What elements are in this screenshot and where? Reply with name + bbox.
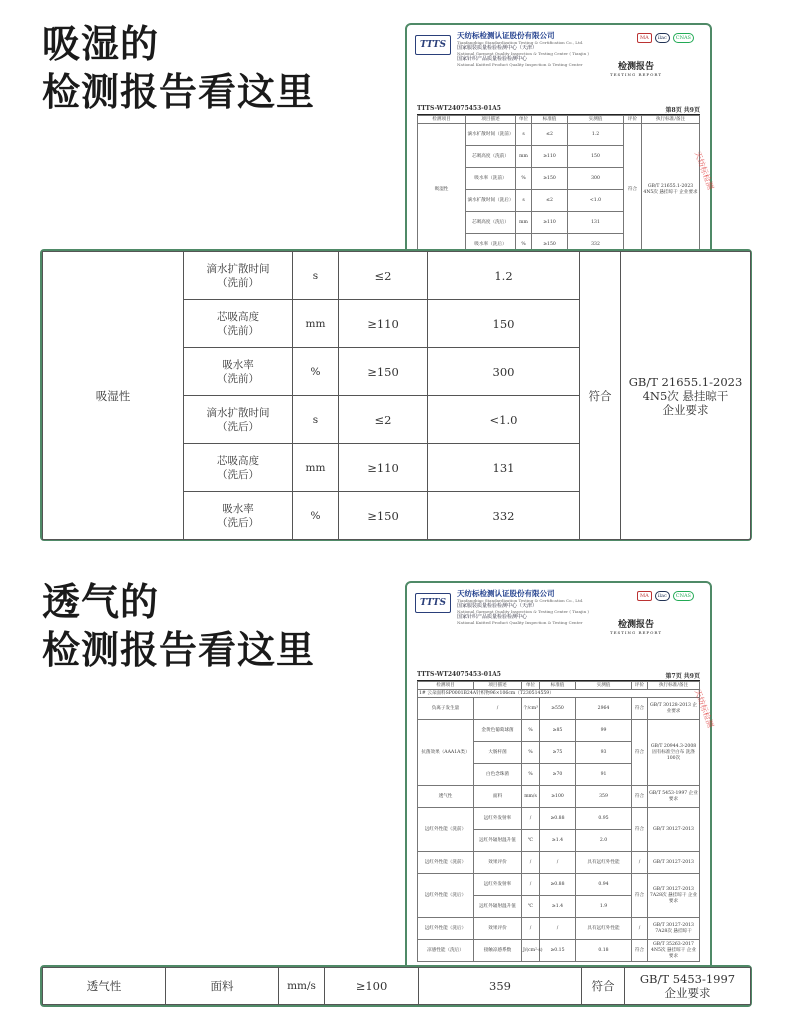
- desc-cell: 芯吸高度（洗后）: [466, 212, 516, 234]
- eval-cell: 符合: [632, 786, 648, 808]
- std-cell: ≥550: [540, 698, 576, 720]
- std-cell: ≥110: [339, 300, 428, 348]
- std-cell: ≤2: [532, 190, 568, 212]
- unit-cell: /: [522, 918, 540, 940]
- eval-cell: 符合: [632, 940, 648, 962]
- unit-cell: s: [516, 124, 532, 146]
- desc-cell: 滴水扩散时间（洗后）: [466, 190, 516, 212]
- ttts-logo: TTTS: [415, 593, 451, 613]
- report-page: 第7页 共9页: [665, 673, 700, 680]
- val-cell: 150: [428, 300, 580, 348]
- cnas-badge: CNAS: [673, 33, 694, 43]
- unit-cell: s: [293, 396, 339, 444]
- unit-cell: J/(cm²·s): [522, 940, 540, 962]
- report-thumbnail-2: [405, 581, 716, 977]
- unit-cell: %: [522, 742, 540, 764]
- desc-cell: 吸水率（洗前）: [466, 168, 516, 190]
- std-cell: ≥150: [339, 348, 428, 396]
- standard-cell: GB/T 21655.1-2023 4N5次 悬挂晾干 企业要求: [642, 124, 700, 256]
- unit-cell: %: [293, 492, 339, 540]
- unit-cell: /: [522, 852, 540, 874]
- std-cell: ≥85: [540, 720, 576, 742]
- hygroscopicity-table: [40, 249, 752, 541]
- val-cell: 1.2: [428, 252, 580, 300]
- report-number: TTTS-WT24075453-01A5: [417, 105, 501, 112]
- std-cell: /: [540, 918, 576, 940]
- val-cell: 332: [428, 492, 580, 540]
- desc-cell: 远红外辐射温升值: [474, 896, 522, 918]
- report-title-cn: 检测报告: [617, 62, 654, 72]
- report-title: [610, 59, 662, 77]
- desc-cell: 芯吸高度 （洗后）: [184, 444, 293, 492]
- unit-cell: ℃: [522, 830, 540, 852]
- val-cell: 具有远红外性能: [576, 852, 632, 874]
- item-cell: 远红外性能（洗前）: [418, 852, 474, 874]
- unit-cell: 个/cm³: [522, 698, 540, 720]
- report-header: [415, 31, 702, 91]
- val-cell: 131: [428, 444, 580, 492]
- table-row: [418, 690, 700, 698]
- item-cell: 远红外性能（洗前）: [418, 808, 474, 852]
- standard-cell: GB/T 21655.1-2023 4N5次 悬挂晾干 企业要求: [621, 252, 751, 540]
- val-cell: 0.18: [576, 940, 632, 962]
- org-line-3: 国家针织产品质量检验检测中心: [457, 56, 528, 62]
- unit-cell: ℃: [522, 896, 540, 918]
- header-cell: 检测项目: [418, 116, 466, 124]
- val-cell: 359: [419, 968, 582, 1005]
- item-cell: 吸湿性: [418, 124, 466, 256]
- unit-cell: mm/s: [279, 968, 325, 1005]
- val-cell: 332: [568, 234, 624, 256]
- report-table-header: [418, 116, 700, 124]
- unit-cell: mm: [516, 146, 532, 168]
- eval-cell: 符合: [580, 252, 621, 540]
- val-cell: 131: [568, 212, 624, 234]
- item-cell: 远红外性能（洗后）: [418, 874, 474, 918]
- item-cell: 吸湿性: [43, 252, 184, 540]
- unit-cell: /: [522, 808, 540, 830]
- desc-cell: 效果评价: [474, 852, 522, 874]
- table-row: [418, 698, 700, 720]
- red-stamp: 天纺标检测: [692, 688, 716, 729]
- header-cell: 评价: [624, 116, 642, 124]
- std-cell: ≤2: [339, 252, 428, 300]
- table-row: [418, 940, 700, 962]
- report-number: TTTS-WT24075453-01A5: [417, 671, 501, 678]
- org-line-2-en: National Garment Quality Inspection & Testing Center ( Tianjin ): [457, 51, 589, 56]
- report-table-header: [418, 682, 700, 690]
- note-cell: GB/T 30127-2013: [648, 808, 700, 852]
- desc-cell: 芯吸高度 （洗前）: [184, 300, 293, 348]
- eval-cell: /: [632, 852, 648, 874]
- standard-cell: GB/T 5453-1997 企业要求: [625, 968, 751, 1005]
- eval-cell: 符合: [624, 124, 642, 256]
- desc-cell: 滴水扩散时间 （洗前）: [184, 252, 293, 300]
- unit-cell: %: [522, 764, 540, 786]
- val-cell: 具有远红外性能: [576, 918, 632, 940]
- report-title: [610, 617, 662, 635]
- report-table: [417, 115, 700, 256]
- org-line-3: 国家针织产品质量检验检测中心: [457, 614, 528, 620]
- desc-cell: 大肠杆菌: [474, 742, 522, 764]
- org-line-2: 国家服装质量检验检测中心（天津）: [457, 45, 538, 51]
- report-title-cn: 检测报告: [617, 620, 654, 630]
- header-cell: 执行标准/备注: [648, 682, 700, 690]
- sample-row: 1# 云朵面料SP0001B24A针织物96×106cm（T230514559）: [418, 690, 700, 698]
- headline-line-2: 检测报告看这里: [42, 628, 316, 672]
- std-cell: ≤2: [532, 124, 568, 146]
- std-cell: ≥150: [532, 168, 568, 190]
- header-cell: 执行标准/备注: [642, 116, 700, 124]
- eval-cell: 符合: [632, 808, 648, 852]
- report-org: [457, 31, 589, 67]
- val-cell: 93: [576, 742, 632, 764]
- org-line-2: 国家服装质量检验检测中心（天津）: [457, 603, 538, 609]
- unit-cell: s: [516, 190, 532, 212]
- report-title-en: TESTING REPORT: [609, 72, 662, 77]
- val-cell: 91: [576, 764, 632, 786]
- note-cell: GB/T 35263-2017 4N5次 悬挂晾干 企业要求: [648, 940, 700, 962]
- val-cell: 2964: [576, 698, 632, 720]
- unit-cell: %: [516, 168, 532, 190]
- header-cell: 检测项目: [418, 682, 474, 690]
- section1-headline: [42, 20, 315, 116]
- std-cell: ≥110: [532, 212, 568, 234]
- val-cell: 300: [568, 168, 624, 190]
- std-cell: ≥0.15: [540, 940, 576, 962]
- val-cell: 150: [568, 146, 624, 168]
- header-cell: 标准值: [532, 116, 568, 124]
- eval-cell: 符合: [632, 874, 648, 918]
- desc-cell: 白色念珠菌: [474, 764, 522, 786]
- note-cell: GB/T 30127-2013: [648, 852, 700, 874]
- cma-badge: MA: [637, 33, 652, 43]
- unit-cell: mm/s: [522, 786, 540, 808]
- eval-cell: 符合: [582, 968, 625, 1005]
- unit-cell: %: [293, 348, 339, 396]
- item-cell: 抗菌效果（AAA1A类）: [418, 720, 474, 786]
- unit-cell: s: [293, 252, 339, 300]
- std-cell: ≥110: [339, 444, 428, 492]
- org-name-en: Tianfangbiao Standardization Testing & Certification Co., Ltd.: [457, 598, 584, 603]
- desc-cell: 吸水率 （洗后）: [184, 492, 293, 540]
- breathability-table: [40, 965, 752, 1007]
- header-cell: 单位: [522, 682, 540, 690]
- desc-cell: 面料: [474, 786, 522, 808]
- cma-badge: MA: [637, 591, 652, 601]
- note-cell: GB/T 20944.3-2008 固有标准空白布 洗涤100次: [648, 720, 700, 786]
- table-row: [418, 786, 700, 808]
- desc-cell: 滴水扩散时间 （洗后）: [184, 396, 293, 444]
- note-cell: GB/T 30127-2013 7A28次 悬挂晾干: [648, 918, 700, 940]
- val-cell: 99: [576, 720, 632, 742]
- std-cell: ≥1.4: [540, 830, 576, 852]
- item-cell: 透气性: [43, 968, 166, 1005]
- red-stamp: 天纺标检测: [692, 150, 716, 191]
- headline-line-1: 吸湿的: [42, 22, 160, 66]
- unit-cell: mm: [293, 444, 339, 492]
- eval-cell: /: [632, 918, 648, 940]
- org-line-3-en: National Knitted Product Quality Inspection & Testing Center: [457, 620, 583, 625]
- std-cell: ≥75: [540, 742, 576, 764]
- table-row: [43, 252, 751, 300]
- header-cell: 标准值: [540, 682, 576, 690]
- item-cell: 负离子发生量: [418, 698, 474, 720]
- val-cell: 1.2: [568, 124, 624, 146]
- note-cell: GB/T 30127-2013 7A28次 悬挂晾干 企业要求: [648, 874, 700, 918]
- val-cell: 2.0: [576, 830, 632, 852]
- item-cell: 透气性: [418, 786, 474, 808]
- std-cell: ≥100: [540, 786, 576, 808]
- desc-cell: 面料: [166, 968, 279, 1005]
- org-line-2-en: National Garment Quality Inspection & Testing Center ( Tianjin ): [457, 609, 589, 614]
- table-row: [418, 918, 700, 940]
- section2-headline: [42, 578, 315, 674]
- ilac-badge: ilac: [655, 591, 670, 601]
- eval-cell: 符合: [632, 698, 648, 720]
- cnas-badge: CNAS: [673, 591, 694, 601]
- header-cell: 项目描述: [466, 116, 516, 124]
- unit-cell: mm: [293, 300, 339, 348]
- std-cell: ≥150: [532, 234, 568, 256]
- eval-cell: 符合: [632, 720, 648, 786]
- table-row: [418, 720, 700, 742]
- std-cell: ≥150: [339, 492, 428, 540]
- headline-line-1: 透气的: [42, 580, 160, 624]
- report-page: 第8页 共9页: [665, 107, 700, 114]
- ttts-logo: TTTS: [415, 35, 451, 55]
- desc-cell: 远红外辐射温升值: [474, 830, 522, 852]
- val-cell: 359: [576, 786, 632, 808]
- headline-line-2: 检测报告看这里: [42, 70, 316, 114]
- header-cell: 评价: [632, 682, 648, 690]
- item-cell: 远红外性能（洗后）: [418, 918, 474, 940]
- note-cell: GB/T 30128-2013 企业要求: [648, 698, 700, 720]
- std-cell: ≥0.88: [540, 874, 576, 896]
- header-cell: 实测值: [568, 116, 624, 124]
- hygro-table: [42, 251, 751, 540]
- table-row: [43, 968, 751, 1005]
- val-cell: <1.0: [568, 190, 624, 212]
- std-cell: ≥1.4: [540, 896, 576, 918]
- val-cell: 1.9: [576, 896, 632, 918]
- desc-cell: 效果评价: [474, 918, 522, 940]
- unit-cell: %: [516, 234, 532, 256]
- report-header: [415, 589, 702, 649]
- table-row: [418, 852, 700, 874]
- desc-cell: 接触凉感系数: [474, 940, 522, 962]
- unit-cell: %: [522, 720, 540, 742]
- val-cell: 0.94: [576, 874, 632, 896]
- ilac-badge: ilac: [655, 33, 670, 43]
- desc-cell: 金黄色葡萄球菌: [474, 720, 522, 742]
- note-cell: GB/T 5453-1997 企业要求: [648, 786, 700, 808]
- val-cell: <1.0: [428, 396, 580, 444]
- desc-cell: 远红外发射率: [474, 874, 522, 896]
- org-line-3-en: National Knitted Product Quality Inspection & Testing Center: [457, 62, 583, 67]
- header-cell: 单位: [516, 116, 532, 124]
- report-thumbnail-1: [405, 23, 716, 267]
- header-cell: 实测值: [576, 682, 632, 690]
- org-name: 天纺标检测认证股份有限公司: [457, 31, 555, 40]
- org-name-en: Tianfangbiao Standardization Testing & Certification Co., Ltd.: [457, 40, 584, 45]
- desc-cell: /: [474, 698, 522, 720]
- std-cell: /: [540, 852, 576, 874]
- desc-cell: 吸水率（洗后）: [466, 234, 516, 256]
- desc-cell: 远红外发射率: [474, 808, 522, 830]
- report-org: [457, 589, 589, 625]
- report-table: [417, 681, 700, 962]
- std-cell: ≥110: [532, 146, 568, 168]
- table-row: [418, 874, 700, 896]
- breath-table: [42, 967, 751, 1005]
- item-cell: 凉感性能（洗后）: [418, 940, 474, 962]
- unit-cell: /: [522, 874, 540, 896]
- report-title-en: TESTING REPORT: [609, 630, 662, 635]
- std-cell: ≤2: [339, 396, 428, 444]
- desc-cell: 芯吸高度（洗前）: [466, 146, 516, 168]
- desc-cell: 滴水扩散时间（洗前）: [466, 124, 516, 146]
- std-cell: ≥70: [540, 764, 576, 786]
- table-row: [418, 808, 700, 830]
- table-row: [418, 124, 700, 146]
- header-cell: 项目描述: [474, 682, 522, 690]
- cert-badges: [637, 33, 694, 43]
- std-cell: ≥0.88: [540, 808, 576, 830]
- cert-badges: [637, 591, 694, 601]
- unit-cell: mm: [516, 212, 532, 234]
- org-name: 天纺标检测认证股份有限公司: [457, 589, 555, 598]
- std-cell: ≥100: [325, 968, 419, 1005]
- val-cell: 0.95: [576, 808, 632, 830]
- val-cell: 300: [428, 348, 580, 396]
- desc-cell: 吸水率 （洗前）: [184, 348, 293, 396]
